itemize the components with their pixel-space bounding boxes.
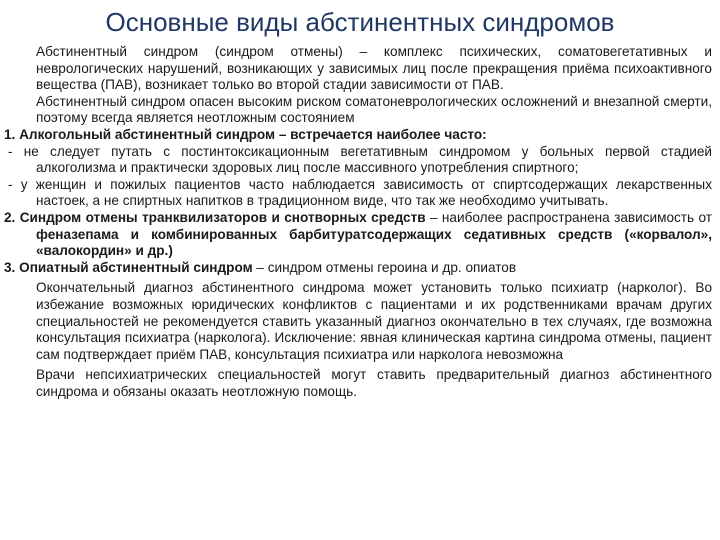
list-dash-item: - у женщин и пожилых пациентов часто наблюдается зависимость от спиртсодержащих лекарственных настоек, а не спиртных напитков в традиционном виде, что так же необходимо учитывать. (8, 176, 712, 209)
list-item-tranquilizers (4, 210, 712, 260)
list-item-heading: Синдром отмены транквилизаторов и снотворных средств (19, 209, 426, 225)
danger-paragraph: Абстинентный синдром опасен высоким риском соматоневрологических осложнений и внезапной смерти, поэтому всегда является неотложным состоянием (36, 93, 712, 126)
list-item-alcohol: 1. Алкогольный абстинентный синдром – встречается наиболее часто: (4, 126, 487, 142)
slide-body (4, 44, 712, 400)
list-item-text: – наиболее распространена зависимость от (425, 209, 712, 225)
list-item-text: – синдром отмены героина и др. опиатов (252, 259, 517, 275)
list-number: 2. (4, 209, 16, 225)
list-item-emphasis: феназепама и комбинированных барбитуратсодержащих седативных средств («корвалол», «валокордин» и др.) (36, 226, 712, 259)
slide-title: Основные виды абстинентных синдромов (105, 7, 615, 37)
list-item-heading: Опиатный абстинентный синдром (19, 259, 253, 275)
definition-paragraph: Абстинентный синдром (синдром отмены) – комплекс психических, соматовегетативных и неврологических нарушений, возникающих у зависимых лиц после прекращения приёма психоактивного вещества (ПАВ), возникает только во второй стадии зависимости от ПАВ. (36, 44, 712, 93)
list-dash-item: - не следует путать с постинтоксикационным вегетативным синдромом у больных первой стадией алкоголизма и практически здоровых лиц после массивного употребления спиртного; (8, 143, 712, 176)
diagnosis-paragraph: Окончательный диагноз абстинентного синдрома может установить только психиатр (нарколог). Во избежание возможных юридических конфликтов с пациентами и их родственниками врачам других специальностей не рекомендуется ставить указанный диагноз окончательно в тех случаях, где возможна консультация психиатра (нарколога). Исключение: явная клиническая картина синдрома отмены, пациент сам подтверждает приём ПАВ, консультация психиатра или нарколога невозможна (36, 280, 712, 362)
list-number: 3. (4, 259, 16, 275)
non-psychiatrist-paragraph: Врачи непсихиатрических специальностей могут ставить предварительный диагноз абстинентного синдрома и обязаны оказать неотложную помощь. (36, 367, 712, 399)
list-item-opiate (4, 260, 712, 277)
